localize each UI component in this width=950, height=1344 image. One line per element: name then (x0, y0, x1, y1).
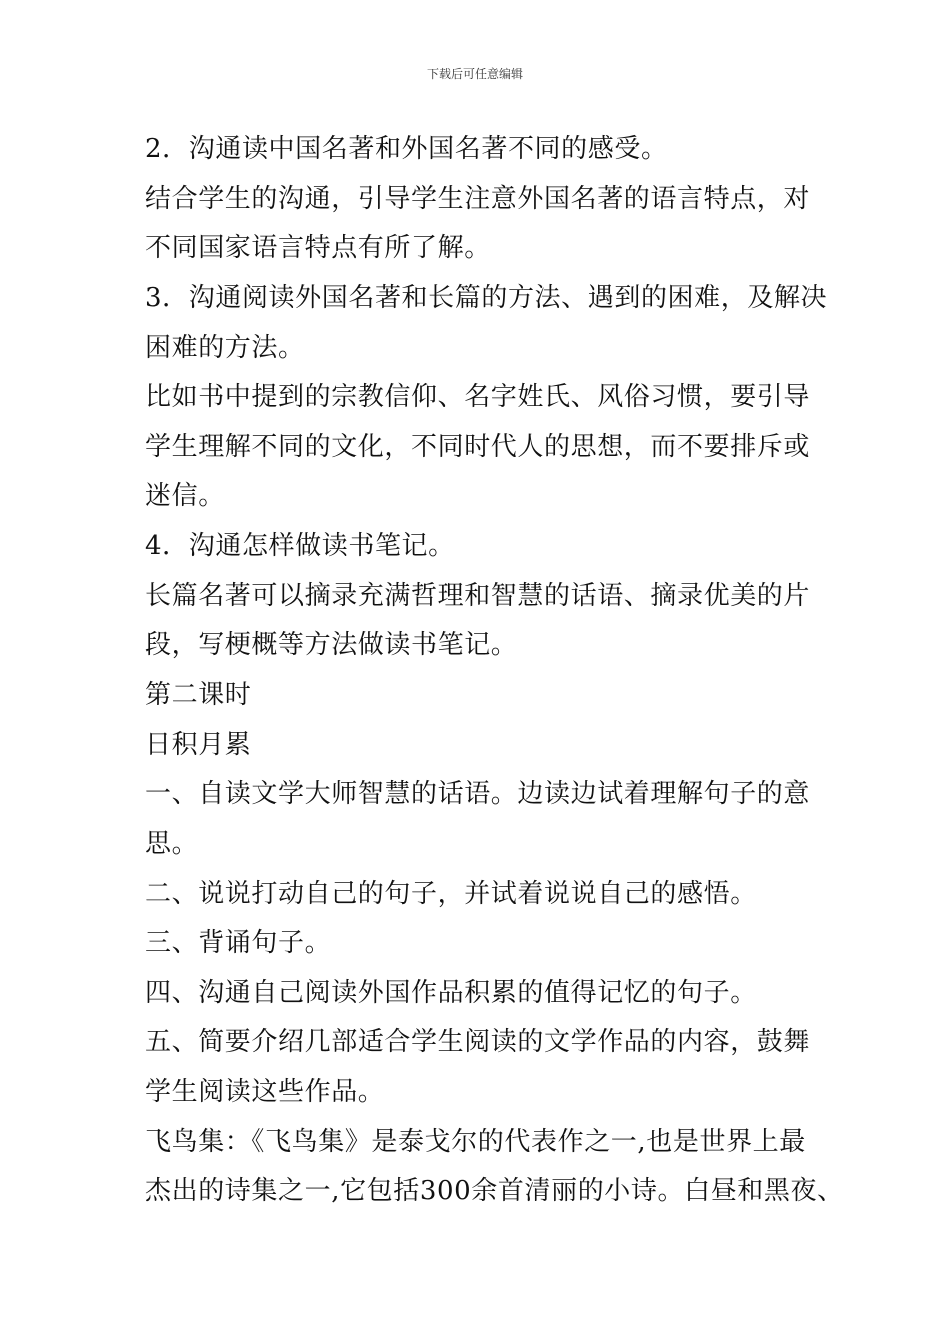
body-line: 一、自读文学大师智慧的话语。边读边试着理解句子的意 (145, 779, 811, 809)
body-line: 思。 (145, 829, 199, 859)
body-line: 三、背诵句子。 (145, 928, 332, 958)
body-line: 五、简要介绍几部适合学生阅读的文学作品的内容，鼓舞 (145, 1027, 811, 1057)
body-line: 3．沟通阅读外国名著和长篇的方法、遇到的困难，及解决 (145, 283, 828, 313)
section-heading: 日积月累 (145, 730, 252, 760)
body-line: 结合学生的沟通，引导学生注意外国名著的语言特点，对 (145, 184, 811, 214)
body-line: 学生阅读这些作品。 (145, 1077, 385, 1107)
body-line: 困难的方法。 (145, 333, 305, 363)
body-line: 杰出的诗集之一,它包括300余首清丽的小诗。白昼和黑夜、 (145, 1176, 844, 1206)
body-line: 比如书中提到的宗教信仰、名字姓氏、风俗习惯，要引导 (145, 382, 811, 412)
body-line: 学生理解不同的文化，不同时代人的思想，而不要排斥或 (145, 432, 811, 462)
body-line: 迷信。 (145, 481, 225, 511)
body-line: 二、说说打动自己的句子，并试着说说自己的感悟。 (145, 879, 757, 909)
page-header: 下载后可任意编辑 (426, 67, 523, 81)
body-line: 不同国家语言特点有所了解。 (145, 233, 491, 263)
body-line: 段，写梗概等方法做读书笔记。 (145, 630, 518, 660)
body-line: 2．沟通读中国名著和外国名著不同的感受。 (145, 134, 668, 164)
body-line: 四、沟通自己阅读外国作品积累的值得记忆的句子。 (145, 978, 757, 1008)
section-heading: 第二课时 (145, 680, 252, 710)
body-line: 4．沟通怎样做读书笔记。 (145, 531, 455, 561)
body-line: 长篇名著可以摘录充满哲理和智慧的话语、摘录优美的片 (145, 581, 811, 611)
body-line: 飞鸟集：《飞鸟集》是泰戈尔的代表作之一,也是世界上最 (145, 1127, 806, 1157)
